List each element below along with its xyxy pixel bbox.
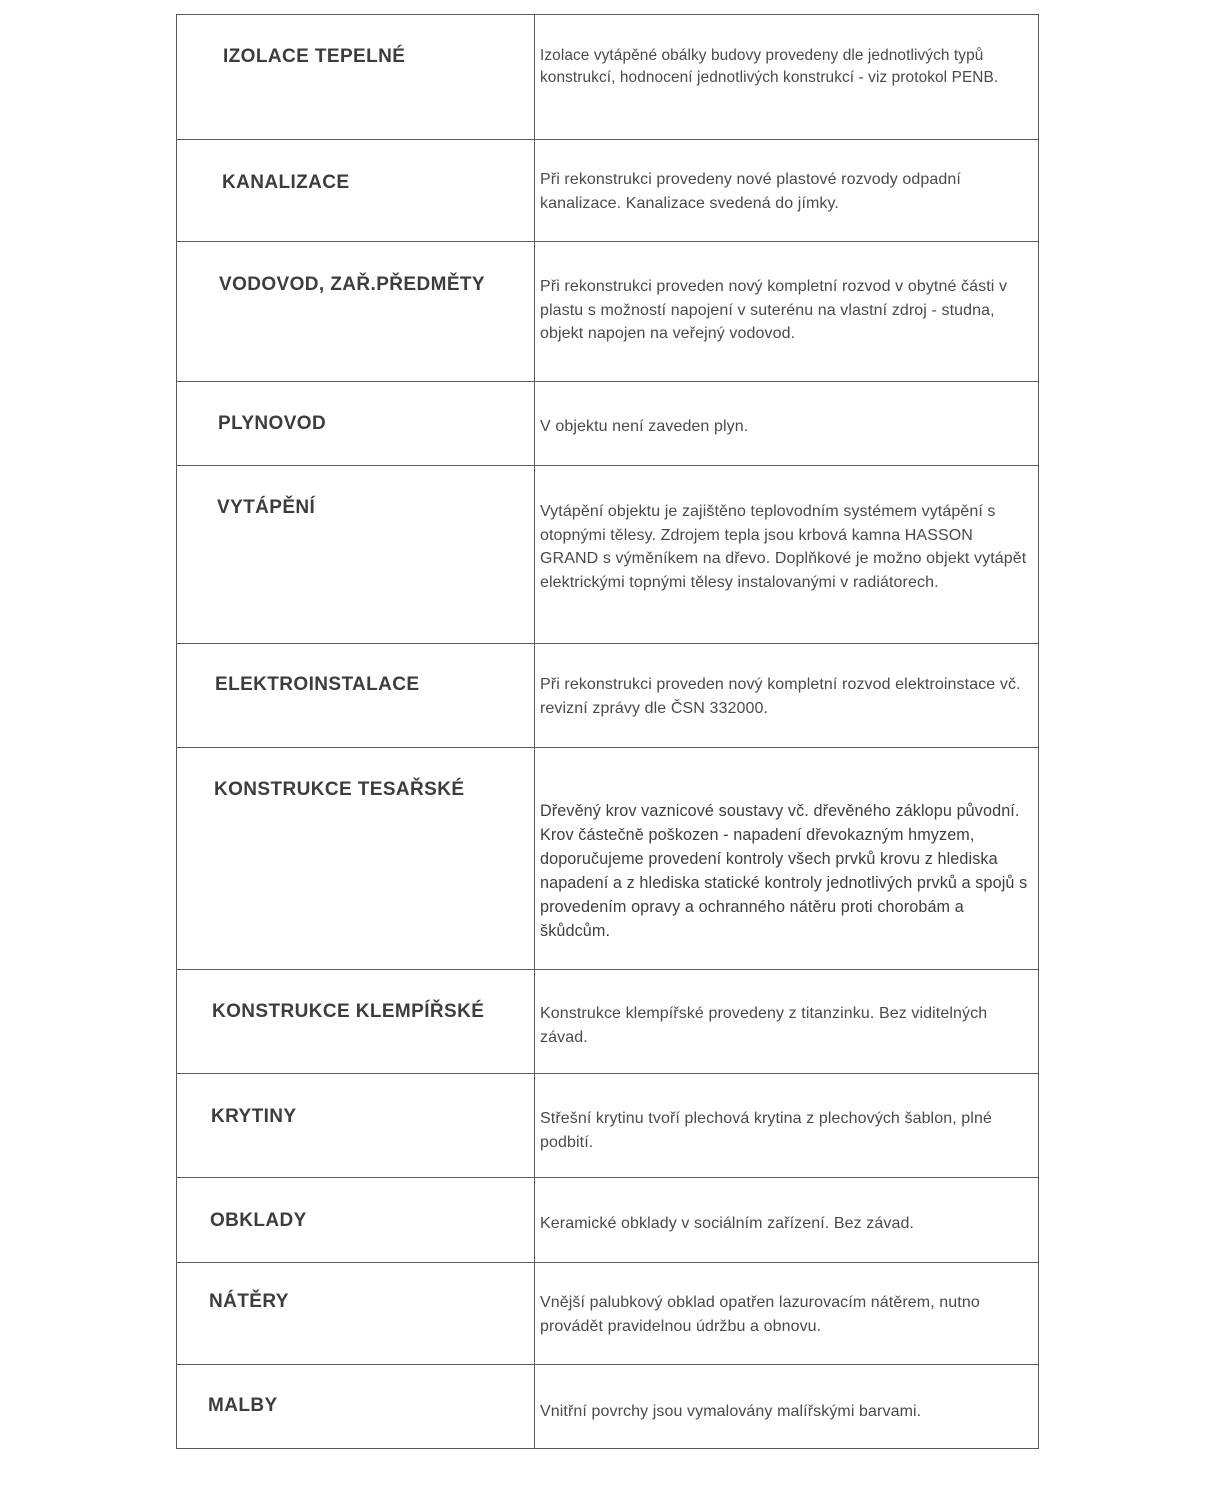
row-description: Při rekonstrukci proveden nový kompletní rozvod v obytné části v plastu s možností napojení v suterénu na vlastní zdroj - studna, objekt napojen na veřejný vodovod. <box>540 278 1008 342</box>
row-label: IZOLACE TEPELNÉ <box>223 46 406 67</box>
description-cell <box>535 970 1039 1074</box>
row-label: VYTÁPĚNÍ <box>217 497 316 518</box>
table-row <box>177 466 1039 644</box>
table-row <box>177 1365 1039 1449</box>
description-cell <box>535 1178 1039 1263</box>
row-description: Keramické obklady v sociálním zařízení. Bez závad. <box>540 1215 915 1232</box>
label-cell <box>177 644 535 748</box>
row-label: KRYTINY <box>211 1106 297 1127</box>
row-label: ELEKTROINSTALACE <box>215 674 420 695</box>
row-label: KONSTRUKCE TESAŘSKÉ <box>214 779 465 800</box>
label-cell <box>177 140 535 242</box>
description-cell <box>535 15 1039 140</box>
table-row <box>177 140 1039 242</box>
table-row <box>177 1074 1039 1178</box>
description-cell <box>535 1365 1039 1449</box>
row-label: MALBY <box>208 1395 278 1416</box>
row-description: Vytápění objektu je zajištěno teplovodním systémem vytápění s otopnými tělesy. Zdrojem tepla jsou krbová kamna HASSON GRAND s výměníkem na dřevo. Doplňkové je možno objekt vytápět elektrickými topnými tělesy instalovanými v radiátorech. <box>540 503 1027 591</box>
row-description: Konstrukce klempířské provedeny z titanzinku. Bez viditelných závad. <box>540 1005 988 1046</box>
label-cell <box>177 1365 535 1449</box>
label-cell <box>177 15 535 140</box>
table-row <box>177 242 1039 382</box>
description-cell <box>535 382 1039 466</box>
table-row <box>177 15 1039 140</box>
row-description: Při rekonstrukci provedeny nové plastové rozvody odpadní kanalizace. Kanalizace svedená do jímky. <box>540 171 961 212</box>
table-row <box>177 644 1039 748</box>
label-cell <box>177 242 535 382</box>
description-cell <box>535 140 1039 242</box>
table-row <box>177 1178 1039 1263</box>
row-label: OBKLADY <box>210 1210 307 1231</box>
row-description: Izolace vytápěné obálky budovy provedeny dle jednotlivých typů konstrukcí, hodnocení jednotlivých konstrukcí - viz protokol PENB. <box>540 47 999 86</box>
table-row <box>177 970 1039 1074</box>
row-description: Dřevěný krov vaznicové soustavy vč. dřevěného záklopu původní. Krov částečně poškozen - napadení dřevokazným hmyzem, doporučujeme provedení kontroly všech prvků krovu z hlediska napadení a z hlediska statické kontroly jednotlivých prvků a spojů s provedením opravy a ochranného nátěru proti chorobám a škůdcům. <box>540 802 1028 940</box>
label-cell <box>177 748 535 970</box>
label-cell <box>177 1074 535 1178</box>
row-description: Při rekonstrukci proveden nový kompletní rozvod elektroinstace vč. revizní zprávy dle ČSN 332000. <box>540 676 1021 717</box>
row-description: V objektu není zaveden plyn. <box>540 418 749 435</box>
label-cell <box>177 1263 535 1365</box>
row-description: Střešní krytinu tvoří plechová krytina z plechových šablon, plné podbití. <box>540 1110 992 1151</box>
row-label: NÁTĚRY <box>209 1291 289 1312</box>
table-row <box>177 748 1039 970</box>
label-cell <box>177 970 535 1074</box>
label-cell <box>177 466 535 644</box>
row-label: VODOVOD, ZAŘ.PŘEDMĚTY <box>219 274 485 295</box>
row-label: KANALIZACE <box>222 172 350 193</box>
row-label: KONSTRUKCE KLEMPÍŘSKÉ <box>212 1001 485 1022</box>
construction-table <box>176 14 1039 1449</box>
description-cell <box>535 1263 1039 1365</box>
description-cell <box>535 466 1039 644</box>
description-cell <box>535 748 1039 970</box>
row-description: Vnější palubkový obklad opatřen lazurovacím nátěrem, nutno provádět pravidelnou údržbu a obnovu. <box>540 1294 980 1335</box>
label-cell <box>177 382 535 466</box>
label-cell <box>177 1178 535 1263</box>
table-row <box>177 1263 1039 1365</box>
description-cell <box>535 1074 1039 1178</box>
row-label: PLYNOVOD <box>218 413 327 434</box>
row-description: Vnitřní povrchy jsou vymalovány malířskými barvami. <box>540 1403 922 1420</box>
table-row <box>177 382 1039 466</box>
description-cell <box>535 242 1039 382</box>
description-cell <box>535 644 1039 748</box>
